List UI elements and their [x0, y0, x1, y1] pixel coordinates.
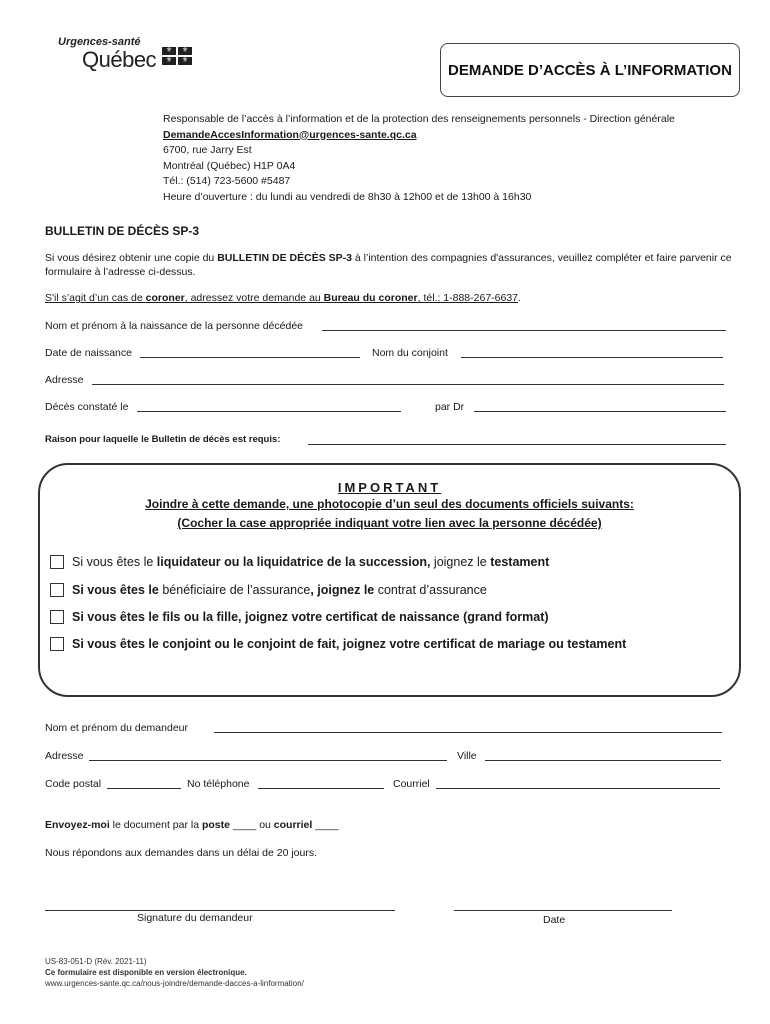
option-liquidator	[50, 555, 549, 569]
delivery-method-line: Envoyez-moi le document par la poste ____ ou courriel ____	[45, 819, 339, 831]
logo-main-text: Québec	[82, 47, 157, 72]
postal-code-label: Code postal	[45, 778, 102, 790]
option-spouse-label: Si vous êtes le conjoint ou le conjoint de fait, joignez votre certificat de mariage ou testament	[72, 637, 627, 651]
death-noted-label: Décès constaté le	[45, 401, 129, 413]
date-field[interactable]	[454, 900, 672, 911]
requester-address-field[interactable]	[89, 750, 447, 761]
contact-phone: Tél.: (514) 723-5600 #5487	[163, 175, 291, 187]
footer-url-link[interactable]: www.urgences-sante.qc.ca/nous-joindre/demande-dacces-a-linformation/	[45, 979, 304, 988]
requester-name-label: Nom et prénom du demandeur	[45, 722, 188, 734]
coroner-note: S'il s’agit d’un cas de coroner, adressez votre demande au Bureau du coroner, tél.: 1-888-267-6637.	[45, 292, 521, 304]
requester-name-field[interactable]	[214, 722, 722, 733]
address-field[interactable]	[92, 374, 724, 385]
option-beneficiary	[50, 583, 487, 597]
birth-date-field[interactable]	[140, 347, 360, 358]
quebec-flag-icon: ⚜ ⚜ ⚜ ⚜	[162, 47, 192, 65]
liquidator-checkbox[interactable]	[50, 555, 64, 569]
email-field[interactable]	[436, 778, 720, 789]
contact-email-link[interactable]: DemandeAccesInformation@urgences-sante.qc.ca	[163, 128, 417, 141]
spouse-name-label: Nom du conjoint	[372, 347, 448, 359]
birth-date-label: Date de naissance	[45, 347, 132, 359]
signature-field[interactable]	[45, 900, 395, 911]
option-beneficiary-label: Si vous êtes le bénéficiaire de l’assurance, joignez le contrat d’assurance	[72, 583, 487, 597]
reason-label: Raison pour laquelle le Bulletin de décès est requis:	[45, 434, 281, 445]
contact-responsible: Responsable de l’accès à l’information et de la protection des renseignements personnels - Direction générale	[163, 113, 675, 125]
by-dr-label: par Dr	[435, 401, 465, 413]
reason-field[interactable]	[308, 434, 726, 445]
address-label: Adresse	[45, 374, 84, 386]
important-title: IMPORTANT	[337, 480, 442, 495]
email-label: Courriel	[393, 778, 430, 790]
footer	[45, 956, 304, 989]
option-child	[50, 610, 549, 624]
postal-code-field[interactable]	[107, 778, 181, 789]
option-spouse	[50, 637, 626, 651]
contact-address-city: Montréal (Québec) H1P 0A4	[163, 159, 296, 172]
form-code: US-83-051-D (Rév. 2021-11)	[45, 957, 147, 966]
important-instruction: Joindre à cette demande, une photocopie d’un seul des documents officiels suivants:	[145, 497, 634, 511]
requester-address-label: Adresse	[45, 750, 84, 762]
phone-label: No téléphone	[187, 778, 250, 790]
option-liquidator-label: Si vous êtes le liquidateur ou la liquidatrice de la succession, joignez le testament	[72, 555, 550, 569]
spouse-checkbox[interactable]	[50, 637, 64, 651]
requester-city-label: Ville	[457, 750, 477, 762]
child-checkbox[interactable]	[50, 610, 64, 624]
contact-block	[163, 112, 675, 205]
contact-address-street: 6700, rue Jarry Est	[163, 144, 252, 156]
form-title: DEMANDE D’ACCÈS À L’INFORMATION	[440, 43, 740, 97]
response-delay-note: Nous répondons aux demandes dans un délai de 20 jours.	[45, 847, 318, 859]
intro-paragraph: Si vous désirez obtenir une copie du BULLETIN DE DÉCÈS SP-3 à l’intention des compagnies d'assurances, veuillez compléter et faire parvenir ce formulaire à l’adresse ci-dessus.	[45, 252, 732, 278]
spouse-name-field[interactable]	[461, 347, 723, 358]
option-child-label: Si vous êtes le fils ou la fille, joignez votre certificat de naissance (grand format)	[72, 610, 549, 624]
by-dr-field[interactable]	[474, 401, 726, 412]
section-title: BULLETIN DE DÉCÈS SP-3	[45, 224, 200, 238]
beneficiary-checkbox[interactable]	[50, 583, 64, 597]
signature-label: Signature du demandeur	[137, 912, 253, 924]
important-note: (Cocher la case appropriée indiquant votre lien avec la personne décédée)	[177, 516, 602, 530]
electronic-note: Ce formulaire est disponible en version électronique.	[45, 968, 247, 977]
contact-hours: Heure d’ouverture : du lundi au vendredi de 8h30 à 12h00 et de 13h00 à 16h30	[163, 190, 532, 203]
deceased-name-label: Nom et prénom à la naissance de la personne décédée	[45, 320, 303, 332]
deceased-name-field[interactable]	[322, 320, 726, 331]
logo-top-text: Urgences-santé	[58, 36, 141, 48]
phone-field[interactable]	[258, 778, 384, 789]
death-noted-field[interactable]	[137, 401, 401, 412]
requester-city-field[interactable]	[485, 750, 721, 761]
date-label: Date	[543, 914, 566, 926]
